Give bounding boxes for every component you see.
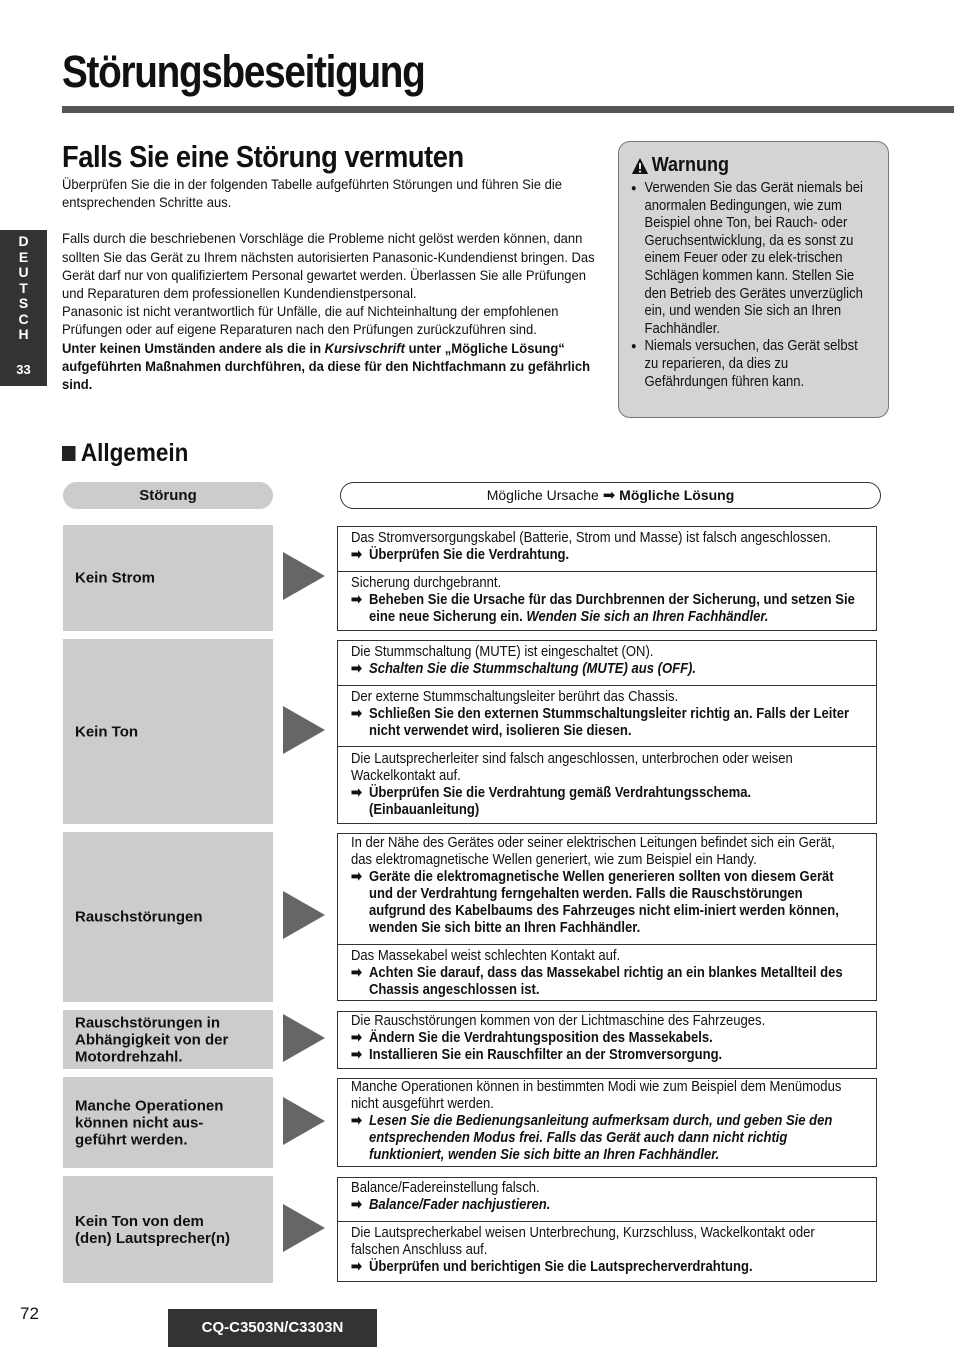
- remedy-text: ➡ Überprüfen Sie die Verdrahtung gemäß Verdrahtungsschema. (Einbauanleitung): [351, 785, 752, 818]
- problem-cell: [63, 1010, 273, 1069]
- row-arrow-icon: [283, 1097, 325, 1145]
- intro-heading: Falls Sie eine Störung vermuten: [62, 139, 464, 174]
- tab-letter: E: [18, 248, 29, 265]
- problem-label: Kein Strom: [75, 569, 156, 587]
- solution-cell: [337, 833, 877, 1001]
- arrow-icon: ➡: [351, 1197, 362, 1213]
- cause-text: Manche Operationen können in bestimmten Modi wie zum Beispiel dem Menümodus nicht ausgeführt werden.: [351, 1079, 842, 1112]
- remedy-text: ➡ Schalten Sie die Stummschaltung (MUTE) aus (OFF).: [351, 661, 697, 677]
- remedy-text: ➡ Beheben Sie die Ursache für das Durchbrennen der Sicherung, und setzen Sie eine neue Sicherung ein. Wenden Sie sich an Ihren Fachhändler.: [351, 592, 855, 625]
- problem-cell: [63, 1077, 273, 1168]
- remedy-text: ➡ Achten Sie darauf, dass das Massekabel richtig an ein blankes Metallteil des Chassis angeschlossen ist.: [351, 965, 843, 998]
- problem-label: Manche Operationen können nicht aus- geführt werden.: [75, 1097, 224, 1148]
- column-header-cause: Mögliche Ursache: [486, 487, 599, 503]
- cause-text: Das Stromversorgungskabel (Batterie, Strom und Masse) ist falsch angeschlossen.: [351, 530, 832, 546]
- tab-letter: S: [18, 295, 29, 311]
- cause-text: In der Nähe des Gerätes oder seiner elektrischen Leitungen befindet sich ein Gerät, das elektromagnetische Wellen generiert, wie zum Beispiel ein Handy.: [351, 835, 835, 868]
- solution-cell: [337, 1011, 877, 1069]
- solution-cell: [337, 1078, 877, 1167]
- cause-block: [338, 746, 876, 824]
- tab-letter: H: [18, 326, 29, 342]
- solution-cell: [337, 526, 877, 631]
- warning-item: ● Niemals versuchen, das Gerät selbst zu reparieren, da dies zu Gefährdungen führen kann.: [631, 338, 874, 391]
- page-title: Störungsbeseitigung: [62, 46, 425, 97]
- column-header-problem: Störung: [63, 482, 273, 509]
- cause-block: [338, 685, 876, 746]
- cause-text: Das Massekabel weist schlechten Kontakt auf.: [351, 948, 621, 964]
- section-heading-text: Allgemein: [80, 439, 189, 467]
- row-arrow-icon: [283, 706, 325, 754]
- arrow-icon: ➡: [351, 1113, 362, 1129]
- problem-label: Rauschstörungen in Abhängigkeit von der Motordrehzahl.: [75, 1014, 229, 1065]
- cause-text: Balance/Fadereinstellung falsch.: [351, 1180, 540, 1196]
- tab-letter: C: [18, 310, 29, 327]
- row-arrow-icon: [283, 1204, 325, 1252]
- warning-box: [618, 141, 889, 418]
- remedy-text: ➡ Balance/Fader nachjustieren.: [351, 1197, 551, 1213]
- problem-label: Kein Ton von dem (den) Lautsprecher(n): [75, 1212, 231, 1247]
- tab-letter: D: [18, 233, 29, 249]
- row-arrow-icon: [283, 891, 325, 939]
- remedy-text: ➡ Lesen Sie die Bedienungsanleitung aufmerksam durch, und geben Sie den entsprechenden Modus frei. Falls das Gerät auch dann nicht richtig funktioniert, wenden Sie sich bitte an Ihren Fachhändler.: [351, 1113, 833, 1163]
- arrow-icon: ➡: [351, 869, 362, 885]
- cause-text: Sicherung durchgebrannt.: [351, 575, 502, 591]
- title-rule: [62, 106, 954, 113]
- warning-icon: [631, 157, 649, 175]
- square-bullet-icon: [62, 446, 76, 461]
- arrow-icon: ➡: [602, 487, 616, 504]
- solution-cell: [337, 1177, 877, 1282]
- arrow-icon: ➡: [351, 785, 362, 801]
- section-heading: [62, 439, 188, 468]
- remedy-text: ➡ Installieren Sie ein Rauschfilter an der Stromversorgung.: [351, 1047, 723, 1063]
- problem-label: Rauschstörungen: [75, 908, 203, 926]
- remedy-text: ➡ Überprüfen und berichtigen Sie die Lautsprecherverdrahtung.: [351, 1259, 753, 1275]
- model-badge: CQ-C3503N/C3303N: [168, 1309, 377, 1347]
- problem-label: Kein Ton: [75, 723, 139, 740]
- arrow-icon: ➡: [351, 706, 362, 722]
- arrow-icon: ➡: [351, 1259, 362, 1275]
- arrow-icon: ➡: [351, 547, 362, 563]
- column-header-solution: Mögliche Lösung: [619, 487, 735, 503]
- arrow-icon: ➡: [351, 661, 362, 677]
- language-tab: [0, 230, 47, 386]
- warning-title: [631, 154, 729, 177]
- cause-block: [338, 1178, 876, 1221]
- cause-block: [338, 834, 876, 944]
- cause-block: [338, 1012, 876, 1069]
- arrow-icon: ➡: [351, 1030, 362, 1046]
- cause-block: [338, 1221, 876, 1282]
- remedy-text: ➡ Geräte die elektromagnetische Wellen generieren sollten von diesem Gerät und der Verdrahtung ferngehalten werden. Falls die Rauschstörungen aufgrund des Kabelbaums des Fahrzeuges nicht elim-iniert werden können, wenden Sie sich bitte an Ihren Fachhändler.: [351, 869, 839, 936]
- cause-text: Die Rauschstörungen kommen von der Lichtmaschine des Fahrzeuges.: [351, 1013, 766, 1029]
- arrow-icon: ➡: [351, 592, 362, 608]
- cause-block: [338, 641, 876, 685]
- intro-paragraph: Panasonic ist nicht verantwortlich für Unfälle, die auf Nichteinhaltung der empfohlenen Prüfungen oder auf eigene Reparaturen nach den Prüfungen zurückzuführen sind.: [62, 303, 559, 338]
- page-number: 72: [20, 1304, 39, 1323]
- intro-paragraph: Überprüfen Sie die in der folgenden Tabelle aufgeführten Störungen und führen Sie die entsprechenden Schritte aus.: [62, 176, 562, 211]
- remedy-text: ➡ Ändern Sie die Verdrahtungsposition des Massekabels.: [351, 1030, 713, 1046]
- tab-letter: T: [19, 279, 28, 296]
- arrow-icon: ➡: [351, 1047, 362, 1063]
- language-tab-letters: [0, 234, 47, 343]
- cause-block: [338, 944, 876, 1001]
- tab-letter: U: [18, 264, 29, 280]
- row-arrow-icon: [283, 552, 325, 600]
- arrow-icon: ➡: [351, 965, 362, 981]
- problem-cell: [63, 832, 273, 1002]
- problem-cell: [63, 639, 273, 824]
- column-header-cause-solution: [340, 482, 881, 509]
- solution-cell: [337, 640, 877, 824]
- intro-caution: Unter keinen Umständen andere als die in Kursivschrift unter „Mögliche Lösung“ aufgeführten Maßnahmen durchführen, da diese für den Nichtfachmann zu gefährlich sind.: [62, 339, 591, 393]
- problem-cell: [63, 525, 273, 631]
- problem-cell: [63, 1176, 273, 1283]
- section-page-number: 33: [16, 362, 31, 377]
- cause-text: Die Stummschaltung (MUTE) ist eingeschaltet (ON).: [351, 644, 654, 660]
- intro-text: [62, 175, 607, 393]
- cause-text: Die Lautsprecherkabel weisen Unterbrechung, Kurzschluss, Wackelkontakt oder falschen Anschluss auf.: [351, 1225, 815, 1258]
- cause-block: [338, 1079, 876, 1167]
- warning-title-text: Warnung: [651, 154, 730, 176]
- remedy-text: ➡ Überprüfen Sie die Verdrahtung.: [351, 547, 570, 563]
- cause-text: Der externe Stummschaltungsleiter berührt das Chassis.: [351, 689, 679, 705]
- remedy-text: ➡ Schließen Sie den externen Stummschaltungsleiter richtig an. Falls der Leiter nicht verwendet wird, isolieren Sie diesen.: [351, 706, 850, 739]
- cause-block: [338, 571, 876, 631]
- cause-text: Die Lautsprecherleiter sind falsch angeschlossen, unterbrochen oder weisen Wackelkontakt auf.: [351, 751, 793, 784]
- intro-paragraph: Falls durch die beschriebenen Vorschläge die Probleme nicht gelöst werden können, dann sollten Sie das Gerät zu Ihrem nächsten autorisierten Panasonic-Kundendienst bringen. Das Gerät darf nur von qualifiziertem Personal gewartet werden. Überlassen Sie alle Prüfungen und Reparaturen dem professionellen Kundendienstpersonal.: [62, 230, 595, 302]
- row-arrow-icon: [283, 1014, 325, 1062]
- warning-item: ● Verwenden Sie das Gerät niemals bei anormalen Bedingungen, wie zum Beispiel ohne Ton, bei Rauch- oder Geruchsentwicklung, da es sonst zu einem Feuer oder zu elek-trischen Schlägen kommen kann. Stellen Sie den Betrieb des Gerätes unverzüglich ein, und wenden Sie sich an Ihren Fachhändler.: [631, 180, 874, 338]
- warning-list: [631, 180, 874, 391]
- cause-block: [338, 527, 876, 571]
